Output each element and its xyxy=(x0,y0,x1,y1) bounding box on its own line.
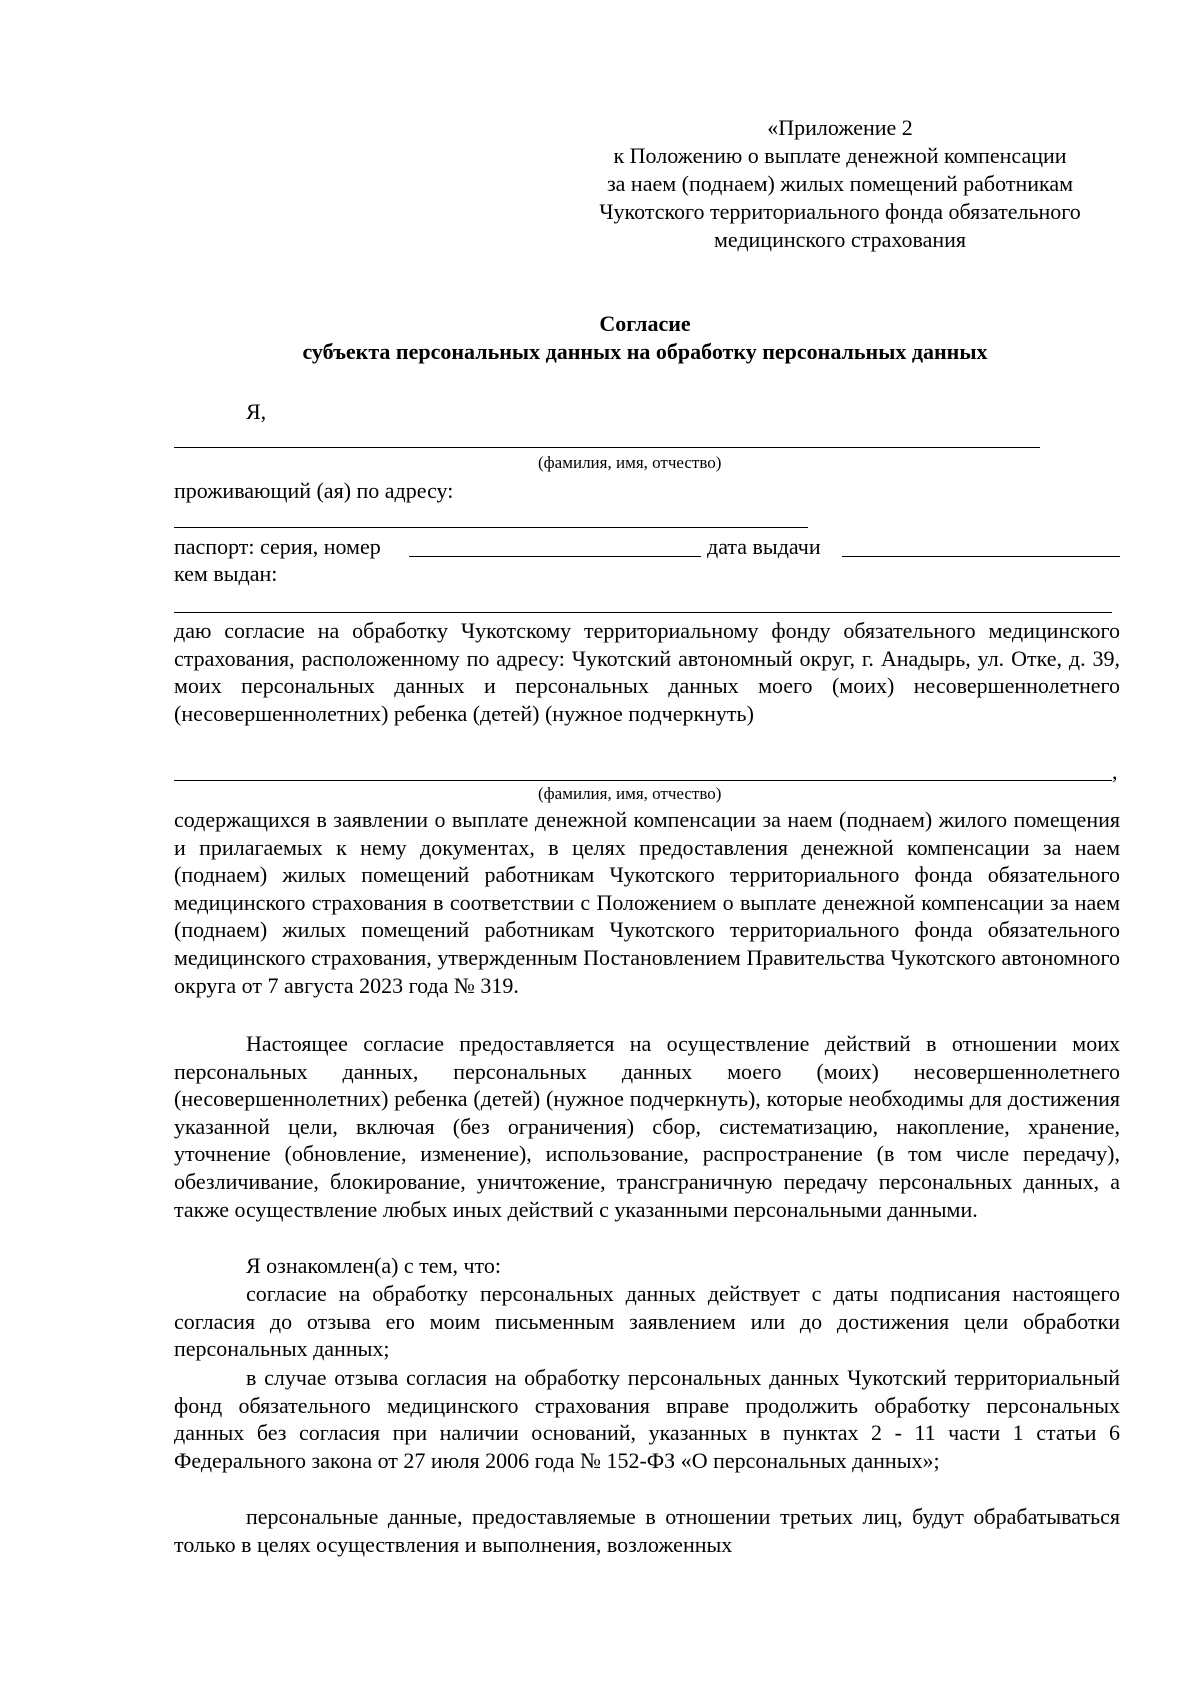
purpose-paragraph: содержащихся в заявлении о выплате денежной компенсации за наем (поднаем) жилого помещения и прилагаемых к нему документах, в целях предоставления денежной компенсации за наем (поднаем) жилых помещений работникам Чукотского территориального фонда обязательного медицинского страхования в соответствии с Положением о выплате денежной компенсации за наем (поднаем) жилых помещений работникам Чукотского территориального фонда обязательного медицинского страхования, утвержденным Постановлением Правительства Чукотского автономного округа от 7 августа 2023 года № 319. xyxy=(174,807,1120,998)
appendix-line: за наем (поднаем) жилых помещений работникам xyxy=(606,171,1074,196)
issued-by-label: кем выдан: xyxy=(174,561,278,586)
acknowledgement-item-2: в случае отзыва согласия на обработку персональных данных Чукотский территориальный фонд обязательного медицинского страхования вправе продолжить обработку персональных данных без согласия при наличии оснований, указанных в пунктах 2 - 11 части 1 статьи 6 Федерального закона от 27 июля 2006 года № 152-ФЗ «О персональных данных»; xyxy=(174,1365,1120,1473)
child-fio-line xyxy=(174,780,1112,781)
acknowledged-line: Я ознакомлен(а) с тем, что: xyxy=(246,1253,501,1278)
i-label: Я, xyxy=(246,399,267,424)
appendix-line: Чукотского территориального фонда обязательного xyxy=(599,199,1081,224)
fio-caption: (фамилия, имя, отчество) xyxy=(538,453,722,472)
title-line-2: субъекта персональных данных на обработку персональных данных xyxy=(302,339,988,364)
appendix-header xyxy=(560,114,1120,254)
child-fio-caption: (фамилия, имя, отчество) xyxy=(538,784,722,803)
issue-date-label: дата выдачи xyxy=(707,534,821,559)
address-line xyxy=(174,527,808,528)
issue-date-line xyxy=(842,556,1120,557)
passport-label: паспорт: серия, номер xyxy=(174,534,381,559)
actions-paragraph: Настоящее согласие предоставляется на осуществление действий в отношении моих персональных данных, персональных данных моего (моих) несовершеннолетнего (несовершеннолетних) ребенка (детей) (нужное подчеркнуть), которые необходимы для достижения указанной цели, включая (без ограничения) сбор, систематизацию, накопление, хранение, уточнение (обновление, изменение), использование, распространение (в том числе передачу), обезличивание, блокирование, уничтожение, трансграничную передачу персональных данных, а также осуществление любых иных действий с указанными персональными данными. xyxy=(174,1031,1120,1222)
child-fio-comma: , xyxy=(1112,759,1118,784)
document-title xyxy=(170,310,1120,366)
consent-paragraph: даю согласие на обработку Чукотскому территориальному фонду обязательного медицинского страхования, расположенному по адресу: Чукотский автономный округ, г. Анадырь, ул. Отке, д. 39, моих персональных данных и персональных данных моего (моих) несовершеннолетнего (несовершеннолетних) ребенка (детей) (нужное подчеркнуть) xyxy=(174,618,1120,726)
appendix-line: «Приложение 2 xyxy=(767,115,913,140)
appendix-line: медицинского страхования xyxy=(713,227,967,252)
issued-by-line xyxy=(174,612,1112,613)
title-line-1: Согласие xyxy=(599,311,691,336)
passport-number-line xyxy=(409,556,701,557)
fio-line xyxy=(174,447,1040,448)
acknowledgement-item-3: персональные данные, предоставляемые в отношении третьих лиц, будут обрабатываться только в целях осуществления и выполнения, возложенных xyxy=(174,1504,1120,1557)
address-label: проживающий (ая) по адресу: xyxy=(174,478,454,503)
appendix-line: к Положению о выплате денежной компенсации xyxy=(613,143,1067,168)
acknowledgement-item-1: согласие на обработку персональных данных действует с даты подписания настоящего согласия до отзыва его моим письменным заявлением или до достижения цели обработки персональных данных; xyxy=(174,1281,1120,1362)
